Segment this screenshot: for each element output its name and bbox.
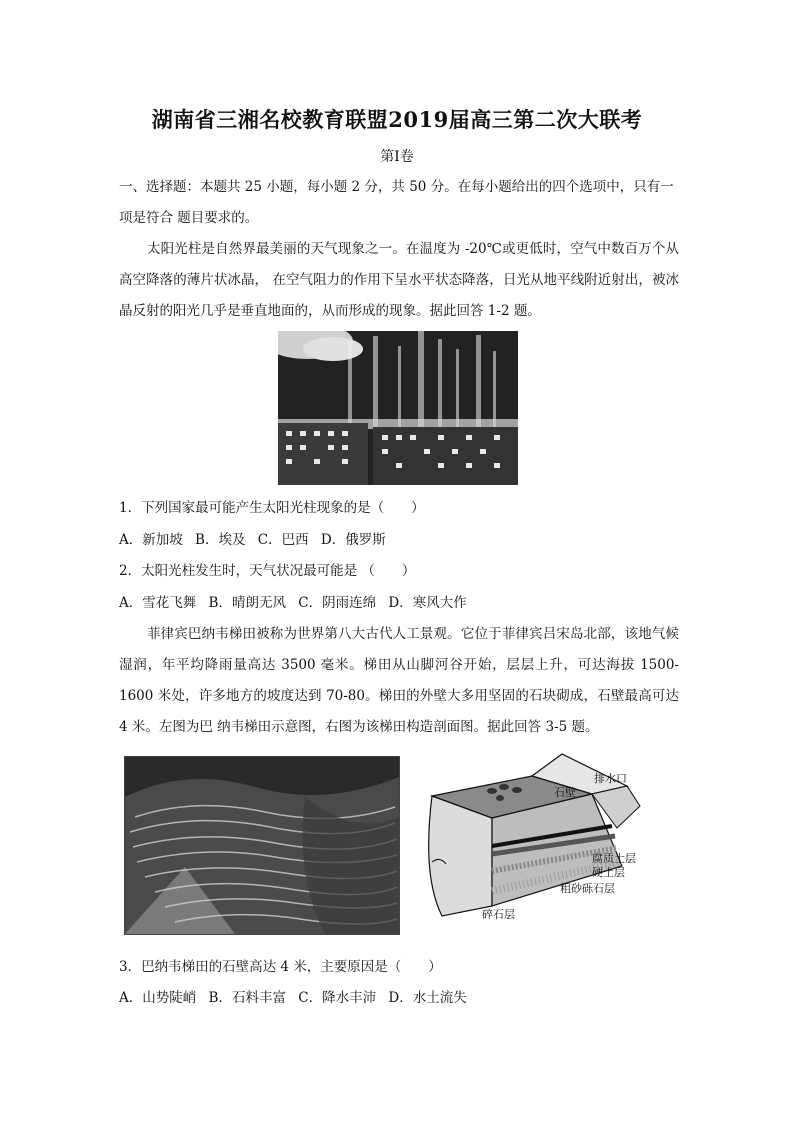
- terrace-photo: [124, 756, 400, 935]
- label-stone-wall: 石壁: [554, 786, 576, 799]
- label-gravel-layer: 粗砂砾石层: [560, 882, 615, 895]
- passage-banaue-terraces: 菲律宾巴纳韦梯田被称为世界第八大古代人工景观。它位于菲律宾吕宋岛北部，该地气候湿润，年平均降雨量高达 3500 毫米。梯田从山脚河谷开始，层层上升，可达海拔 1500-1600 米处，许多地方的坡度达到 70-80。梯田的外壁大多用坚固的石块砌成，石壁最高可达 4 米。左图为巴 纳韦梯田示意图，右图为该梯田构造剖面图。据此回答 3-5 题。: [119, 626, 679, 735]
- section-subtitle: 第I卷: [380, 149, 414, 165]
- instructions-line-2: 项是符合 题目要求的。: [119, 210, 259, 226]
- sun-pillar-photo: [278, 331, 518, 485]
- question-3-options: [119, 988, 475, 1008]
- label-drain: 排水口: [594, 772, 627, 785]
- q2-option-b[interactable]: B．晴朗无风: [208, 595, 286, 611]
- cross-section-diagram: [412, 746, 656, 938]
- question-1-stem: 1．下列国家最可能产生太阳光柱现象的是（ ）: [119, 500, 425, 516]
- question-3-stem: 3．巴纳韦梯田的石壁高达 4 米，主要原因是（ ）: [119, 959, 442, 975]
- q1-option-a[interactable]: A．新加坡: [119, 532, 183, 548]
- question-2-options: [119, 593, 475, 613]
- terrace-cross-section: [412, 746, 656, 938]
- q3-option-d[interactable]: D．水土流失: [388, 990, 467, 1006]
- terrace-illustration: [125, 757, 399, 934]
- instructions-line-1: 一、选择题：本题共 25 小题，每小题 2 分，共 50 分。在每小题给出的四个选项中，只有一: [119, 179, 674, 195]
- q2-option-c[interactable]: C．阴雨连绵: [298, 595, 377, 611]
- passage-sun-pillar: 太阳光柱是自然界最美丽的天气现象之一。在温度为 -20℃或更低时，空气中数百万个从高空降落的薄片状冰晶， 在空气阻力的作用下呈水平状态降落，日光从地平线附近射出，被冰晶反射的阳光几乎是垂直地面的，从而形成的现象。据此回答 1-2 题。: [119, 241, 679, 319]
- q2-option-a[interactable]: A．雪花飞舞: [119, 595, 197, 611]
- q3-option-a[interactable]: A．山势陡峭: [119, 990, 197, 1006]
- q1-option-d[interactable]: D．俄罗斯: [320, 532, 386, 548]
- label-hard-soil-layer: 硬土层: [592, 866, 625, 879]
- question-1-options: [119, 530, 394, 550]
- q1-option-b[interactable]: B．埃及: [195, 532, 246, 548]
- sun-pillar-illustration: [278, 331, 518, 485]
- q1-option-c[interactable]: C．巴西: [257, 532, 309, 548]
- label-rubble-layer: 碎石层: [482, 908, 515, 921]
- page-title: 湖南省三湘名校教育联盟2019届高三第二次大联考: [151, 107, 643, 132]
- q3-option-c[interactable]: C．降水丰沛: [298, 990, 377, 1006]
- q2-option-d[interactable]: D．寒风大作: [388, 595, 467, 611]
- q3-option-b[interactable]: B．石料丰富: [208, 990, 286, 1006]
- question-2-stem: 2．太阳光柱发生时，天气状况最可能是 （ ）: [119, 563, 416, 579]
- label-humus-layer: 腐质土层: [592, 852, 636, 865]
